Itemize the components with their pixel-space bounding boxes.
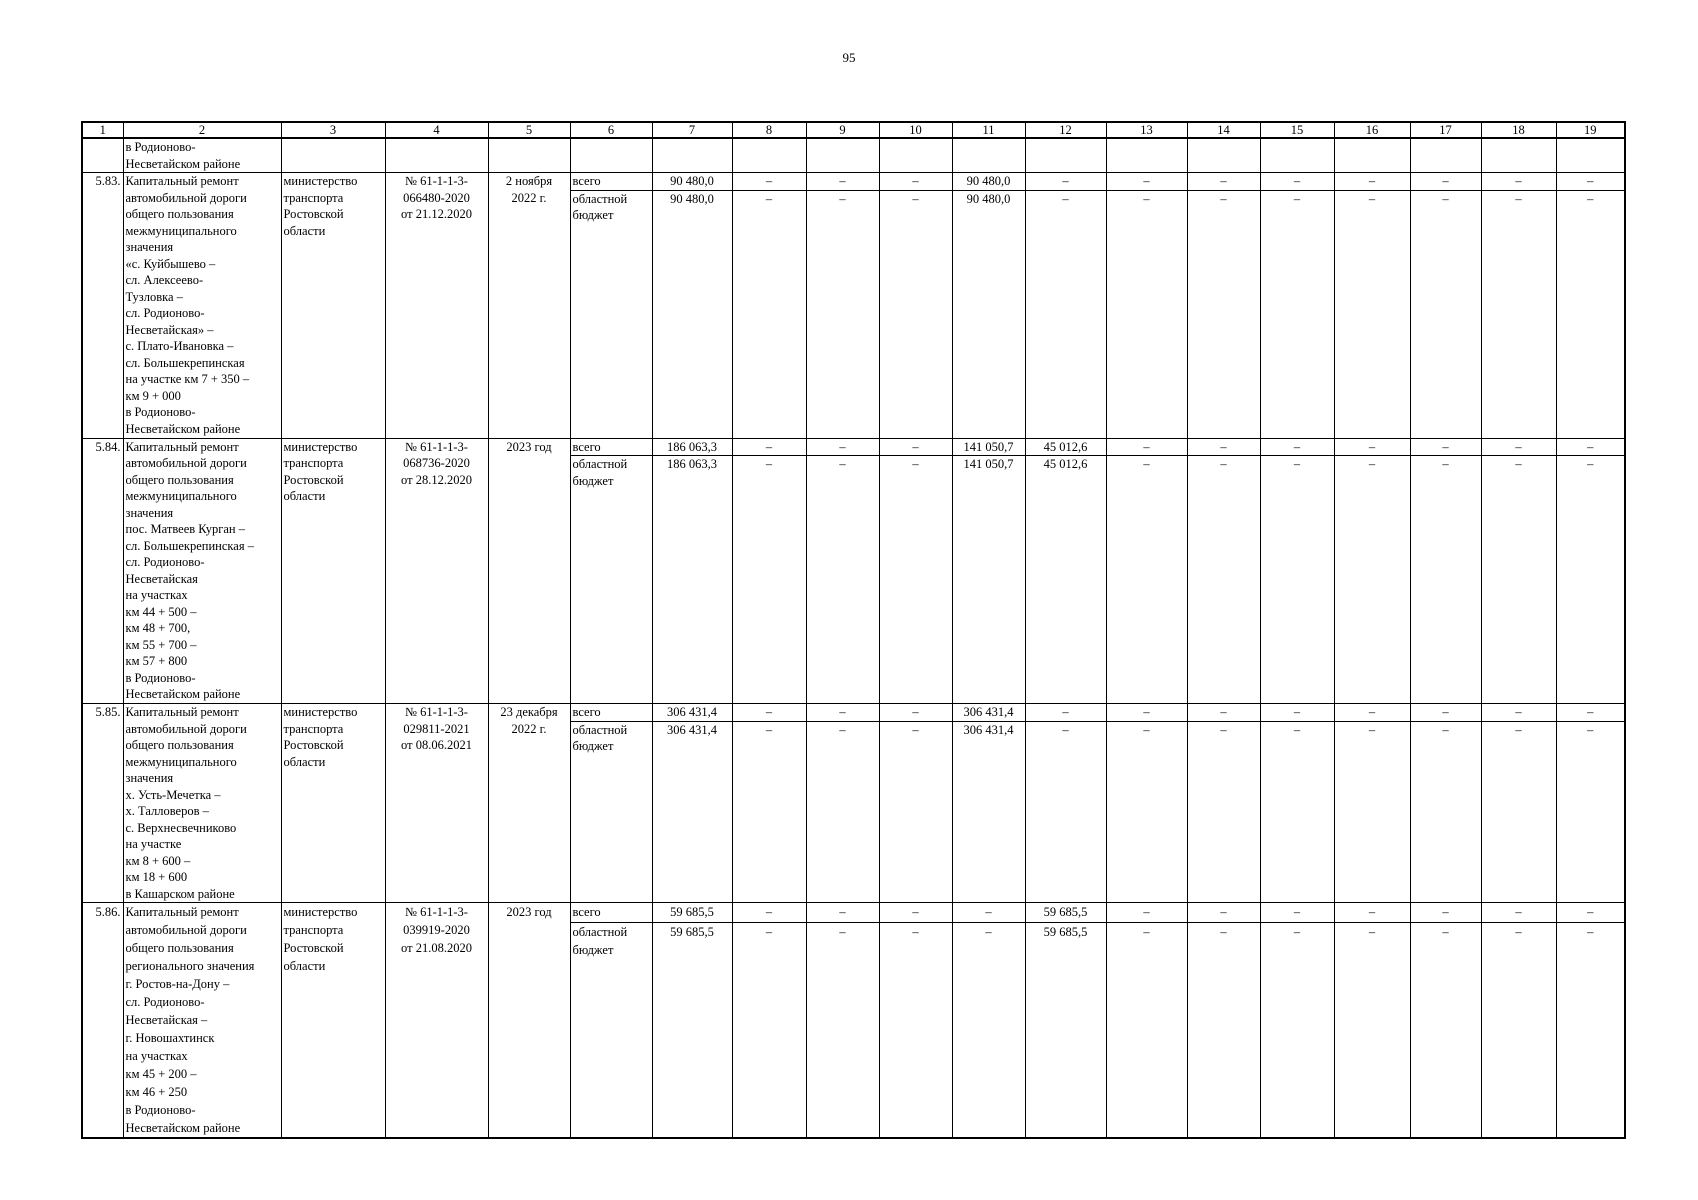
funding-source-cell: областной бюджет: [570, 922, 652, 1138]
value-cell-col-14: –: [1187, 922, 1260, 1138]
deadline-cell: 23 декабря 2022 г.: [488, 704, 570, 903]
value-cell-col-10: –: [879, 173, 952, 191]
value-cell-col-14: –: [1187, 721, 1260, 902]
value-cell-col-8: –: [732, 456, 806, 704]
value-cell-col-12: 45 012,6: [1025, 438, 1106, 456]
value-cell-col-18: –: [1481, 704, 1556, 722]
value-cell-col-19: –: [1556, 438, 1625, 456]
value-cell-col-7: 306 431,4: [652, 704, 732, 722]
value-cell-col-18: –: [1481, 173, 1556, 191]
funding-source-cell: областной бюджет: [570, 190, 652, 438]
value-cell-col-11: –: [952, 922, 1025, 1138]
value-cell-col-15: –: [1260, 704, 1334, 722]
value-cell-col-13: –: [1106, 438, 1187, 456]
funding-source-cell: областной бюджет: [570, 456, 652, 704]
organization-cell: министерство транспорта Ростовской области: [281, 704, 385, 903]
value-cell-col-11: 141 050,7: [952, 438, 1025, 456]
value-cell-col-8: –: [732, 721, 806, 902]
column-header-5: 5: [488, 122, 570, 138]
value-cell-col-7: 306 431,4: [652, 721, 732, 902]
value-cell-col-11: 306 431,4: [952, 721, 1025, 902]
value-cell-col-12: 45 012,6: [1025, 456, 1106, 704]
value-cell-col-17: –: [1410, 922, 1481, 1138]
value-cell-col-14: –: [1187, 190, 1260, 438]
contract-cell: № 61-1-1-3- 039919-2020 от 21.08.2020: [385, 903, 488, 1139]
value-cell-col-12: –: [1025, 190, 1106, 438]
contract-cell: № 61-1-1-3- 029811-2021 от 08.06.2021: [385, 704, 488, 903]
table-row: [82, 173, 1625, 191]
row-number-cell: 5.83.: [82, 173, 123, 439]
value-cell-col-16: –: [1334, 456, 1410, 704]
value-cell-col-18: –: [1481, 190, 1556, 438]
value-cell-col-10: –: [879, 456, 952, 704]
value-cell-col-13: –: [1106, 721, 1187, 902]
value-cell-col-12: –: [1025, 704, 1106, 722]
column-header-13: 13: [1106, 122, 1187, 138]
value-cell-col-11: 306 431,4: [952, 704, 1025, 722]
value-cell-col-17: –: [1410, 173, 1481, 191]
value-cell-col-18: –: [1481, 456, 1556, 704]
value-cell-col-13: –: [1106, 456, 1187, 704]
value-cell-col-19: –: [1556, 173, 1625, 191]
column-header-10: 10: [879, 122, 952, 138]
value-cell-col-12: 59 685,5: [1025, 903, 1106, 923]
value-cell-col-12: 59 685,5: [1025, 922, 1106, 1138]
funding-source-cell: всего: [570, 903, 652, 923]
object-name-cell: Капитальный ремонт автомобильной дороги общего пользования регионального значения г. Ростов-на-Дону – сл. Родионово- Несветайская – г. Новошахтинск на участках км 45 + 200 – км 46 + 250 в Родионово- Несветайском районе: [123, 903, 281, 1139]
object-name-cell: Капитальный ремонт автомобильной дороги общего пользования межмуниципального значения х. Усть-Мечетка – х. Талловеров – с. Верхнесвечниково на участке км 8 + 600 – км 18 + 600 в Кашарском районе: [123, 704, 281, 903]
column-header-row: [82, 122, 1625, 138]
column-header-6: 6: [570, 122, 652, 138]
value-cell-col-19: –: [1556, 456, 1625, 704]
value-cell-col-11: 90 480,0: [952, 190, 1025, 438]
value-cell-col-15: –: [1260, 456, 1334, 704]
value-cell-col-19: –: [1556, 704, 1625, 722]
column-header-4: 4: [385, 122, 488, 138]
value-cell-col-17: –: [1410, 190, 1481, 438]
value-cell-col-10: –: [879, 704, 952, 722]
value-cell-col-9: –: [806, 922, 879, 1138]
value-cell-col-8: –: [732, 903, 806, 923]
data-table: [81, 121, 1626, 1139]
value-cell-col-15: –: [1260, 190, 1334, 438]
object-name-cell: в Родионово- Несветайском районе: [123, 138, 281, 173]
value-cell-col-14: –: [1187, 704, 1260, 722]
value-cell-col-16: –: [1334, 903, 1410, 923]
value-cell-col-15: –: [1260, 438, 1334, 456]
value-cell-col-16: –: [1334, 704, 1410, 722]
column-header-3: 3: [281, 122, 385, 138]
value-cell-col-15: –: [1260, 721, 1334, 902]
value-cell-col-17: –: [1410, 903, 1481, 923]
value-cell-col-9: –: [806, 438, 879, 456]
column-header-9: 9: [806, 122, 879, 138]
column-header-12: 12: [1025, 122, 1106, 138]
value-cell-col-17: –: [1410, 704, 1481, 722]
contract-cell: № 61-1-1-3- 068736-2020 от 28.12.2020: [385, 438, 488, 704]
value-cell-col-7: 186 063,3: [652, 456, 732, 704]
value-cell-col-10: –: [879, 438, 952, 456]
funding-source-cell: всего: [570, 173, 652, 191]
value-cell-col-8: –: [732, 438, 806, 456]
value-cell-col-8: –: [732, 173, 806, 191]
row-number-cell: 5.85.: [82, 704, 123, 903]
value-cell-col-13: –: [1106, 173, 1187, 191]
deadline-cell: 2023 год: [488, 903, 570, 1139]
value-cell-col-15: –: [1260, 922, 1334, 1138]
column-header-7: 7: [652, 122, 732, 138]
column-header-17: 17: [1410, 122, 1481, 138]
column-header-11: 11: [952, 122, 1025, 138]
value-cell-col-14: –: [1187, 438, 1260, 456]
table-row: [82, 704, 1625, 722]
value-cell-col-15: –: [1260, 903, 1334, 923]
value-cell-col-8: –: [732, 922, 806, 1138]
column-header-14: 14: [1187, 122, 1260, 138]
value-cell-col-16: –: [1334, 173, 1410, 191]
value-cell-col-17: –: [1410, 456, 1481, 704]
value-cell-col-16: –: [1334, 721, 1410, 902]
value-cell-col-17: –: [1410, 721, 1481, 902]
value-cell-col-10: –: [879, 190, 952, 438]
value-cell-col-9: –: [806, 721, 879, 902]
column-header-18: 18: [1481, 122, 1556, 138]
value-cell-col-11: 90 480,0: [952, 173, 1025, 191]
value-cell-col-13: –: [1106, 190, 1187, 438]
value-cell-col-15: –: [1260, 173, 1334, 191]
funding-source-cell: всего: [570, 704, 652, 722]
value-cell-col-19: –: [1556, 903, 1625, 923]
value-cell-col-11: 141 050,7: [952, 456, 1025, 704]
funding-source-cell: всего: [570, 438, 652, 456]
value-cell-col-19: –: [1556, 922, 1625, 1138]
value-cell-col-9: –: [806, 173, 879, 191]
value-cell-col-18: –: [1481, 903, 1556, 923]
funding-source-cell: областной бюджет: [570, 721, 652, 902]
value-cell-col-13: –: [1106, 704, 1187, 722]
value-cell-col-14: –: [1187, 173, 1260, 191]
value-cell-col-8: –: [732, 190, 806, 438]
value-cell-col-16: –: [1334, 438, 1410, 456]
value-cell-col-7: 59 685,5: [652, 922, 732, 1138]
organization-cell: министерство транспорта Ростовской области: [281, 438, 385, 704]
column-header-8: 8: [732, 122, 806, 138]
value-cell-col-12: –: [1025, 721, 1106, 902]
column-header-15: 15: [1260, 122, 1334, 138]
value-cell-col-17: –: [1410, 438, 1481, 456]
value-cell-col-19: –: [1556, 190, 1625, 438]
value-cell-col-14: –: [1187, 456, 1260, 704]
object-name-cell: Капитальный ремонт автомобильной дороги общего пользования межмуниципального значения «с. Куйбышево – сл. Алексеево- Тузловка – сл. Родионово- Несветайская» – с. Плато-Ивановка – сл. Большекрепинская на участке км 7 + 350 – км 9 + 000 в Родионово- Несветайском районе: [123, 173, 281, 439]
organization-cell: министерство транспорта Ростовской области: [281, 173, 385, 439]
value-cell-col-9: –: [806, 704, 879, 722]
value-cell-col-19: –: [1556, 721, 1625, 902]
value-cell-col-18: –: [1481, 922, 1556, 1138]
column-header-19: 19: [1556, 122, 1625, 138]
value-cell-col-18: –: [1481, 721, 1556, 902]
value-cell-col-13: –: [1106, 903, 1187, 923]
organization-cell: министерство транспорта Ростовской области: [281, 903, 385, 1139]
value-cell-col-7: 59 685,5: [652, 903, 732, 923]
continuation-row: [82, 138, 1625, 173]
row-number-cell: 5.86.: [82, 903, 123, 1139]
value-cell-col-9: –: [806, 190, 879, 438]
value-cell-col-18: –: [1481, 438, 1556, 456]
contract-cell: № 61-1-1-3- 066480-2020 от 21.12.2020: [385, 173, 488, 439]
table-row: [82, 903, 1625, 923]
value-cell-col-16: –: [1334, 922, 1410, 1138]
value-cell-col-10: –: [879, 721, 952, 902]
value-cell-col-7: 90 480,0: [652, 173, 732, 191]
value-cell-col-14: –: [1187, 903, 1260, 923]
page-number: 95: [842, 50, 856, 65]
column-header-1: 1: [82, 122, 123, 138]
deadline-cell: 2 ноября 2022 г.: [488, 173, 570, 439]
value-cell-col-13: –: [1106, 922, 1187, 1138]
value-cell-col-11: –: [952, 903, 1025, 923]
deadline-cell: 2023 год: [488, 438, 570, 704]
value-cell-col-9: –: [806, 903, 879, 923]
column-header-2: 2: [123, 122, 281, 138]
value-cell-col-12: –: [1025, 173, 1106, 191]
row-number-cell: [82, 138, 123, 173]
row-number-cell: 5.84.: [82, 438, 123, 704]
value-cell-col-9: –: [806, 456, 879, 704]
table-row: [82, 438, 1625, 456]
column-header-16: 16: [1334, 122, 1410, 138]
value-cell-col-7: 186 063,3: [652, 438, 732, 456]
value-cell-col-8: –: [732, 704, 806, 722]
value-cell-col-10: –: [879, 922, 952, 1138]
value-cell-col-7: 90 480,0: [652, 190, 732, 438]
value-cell-col-10: –: [879, 903, 952, 923]
value-cell-col-16: –: [1334, 190, 1410, 438]
object-name-cell: Капитальный ремонт автомобильной дороги общего пользования межмуниципального значения пос. Матвеев Курган – сл. Большекрепинская – сл. Родионово- Несветайская на участках км 44 + 500 – км 48 + 700, км 55 + 700 – км 57 + 800 в Родионово- Несветайском районе: [123, 438, 281, 704]
